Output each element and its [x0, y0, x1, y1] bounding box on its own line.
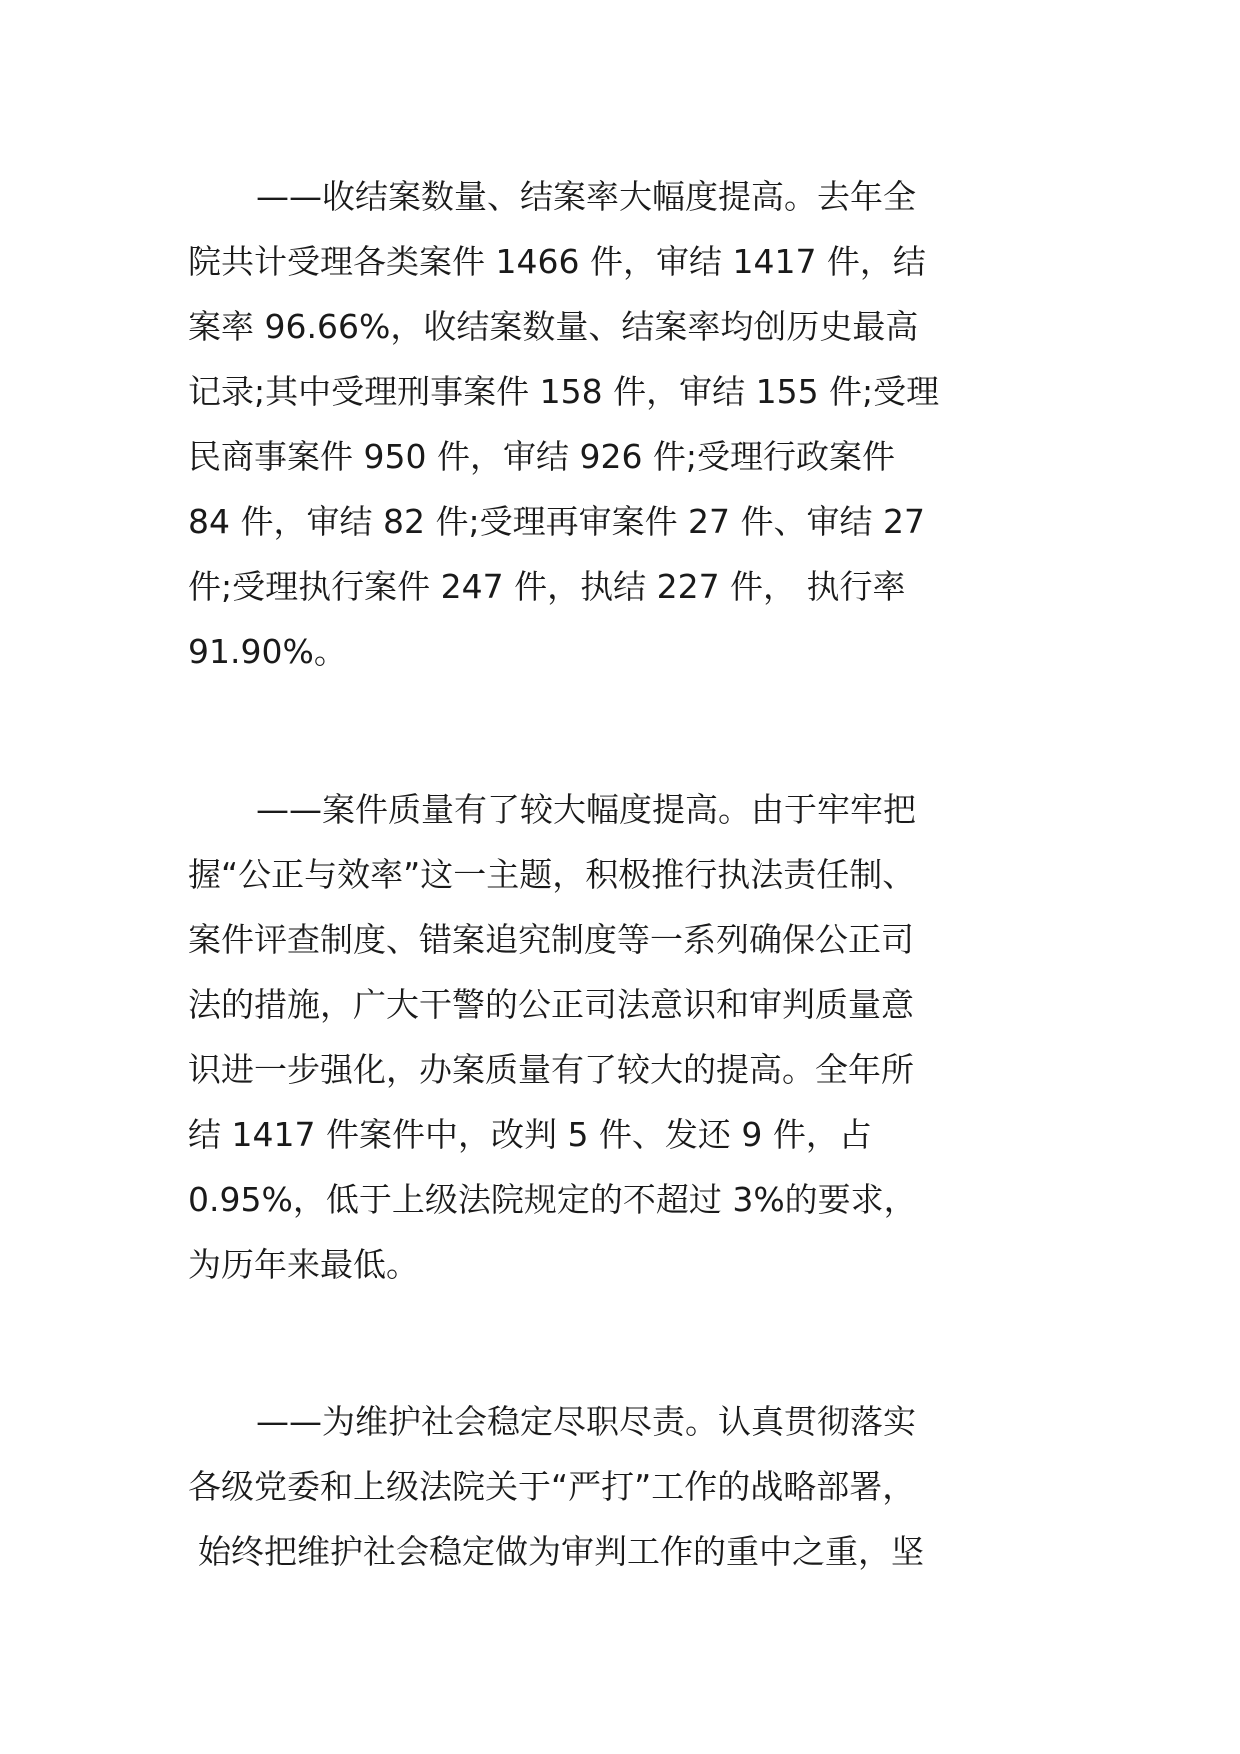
paragraph-case-volume	[188, 164, 968, 684]
paragraph-line: 案率 96.66%，收结案数量、结案率均创历史最高	[188, 307, 919, 346]
paragraph-line: 案件评查制度、错案追究制度等一系列确保公正司	[188, 920, 914, 959]
paragraph-line: 始终把维护社会稳定做为审判工作的重中之重，坚	[198, 1532, 924, 1571]
paragraph-line: 握“公正与效率”这一主题，积极推行执法责任制、	[188, 855, 916, 894]
paragraph-line: 记录;其中受理刑事案件 158 件，审结 155 件;受理	[188, 372, 940, 411]
paragraph-line: 识进一步强化，办案质量有了较大的提高。全年所	[188, 1050, 914, 1089]
paragraph-line: 0.95%，低于上级法院规定的不超过 3%的要求，	[188, 1180, 917, 1219]
paragraph-line: 院共计受理各类案件 1466 件，审结 1417 件，结	[188, 242, 926, 281]
paragraph-line: 件;受理执行案件 247 件，执结 227 件， 执行率	[188, 567, 906, 606]
paragraph-line: ——收结案数量、结案率大幅度提高。去年全	[256, 177, 916, 216]
paragraph-line: 为历年来最低。	[188, 1245, 419, 1284]
paragraph-line: 91.90%。	[188, 632, 347, 671]
paragraph-line: 民商事案件 950 件，审结 926 件;受理行政案件	[188, 437, 896, 476]
paragraph-line: 结 1417 件案件中，改判 5 件、发还 9 件，占	[188, 1115, 872, 1154]
paragraph-line: 法的措施，广大干警的公正司法意识和审判质量意	[188, 985, 914, 1024]
paragraph-line: 各级党委和上级法院关于“严打”工作的战略部署，	[188, 1467, 916, 1506]
paragraph-line: ——为维护社会稳定尽职尽责。认真贯彻落实	[256, 1402, 916, 1441]
paragraph-line: 84 件，审结 82 件;受理再审案件 27 件、审结 27	[188, 502, 926, 541]
paragraph-line: ——案件质量有了较大幅度提高。由于牢牢把	[256, 790, 916, 829]
paragraph-case-quality	[188, 777, 968, 1297]
paragraph-social-stability	[188, 1389, 968, 1584]
